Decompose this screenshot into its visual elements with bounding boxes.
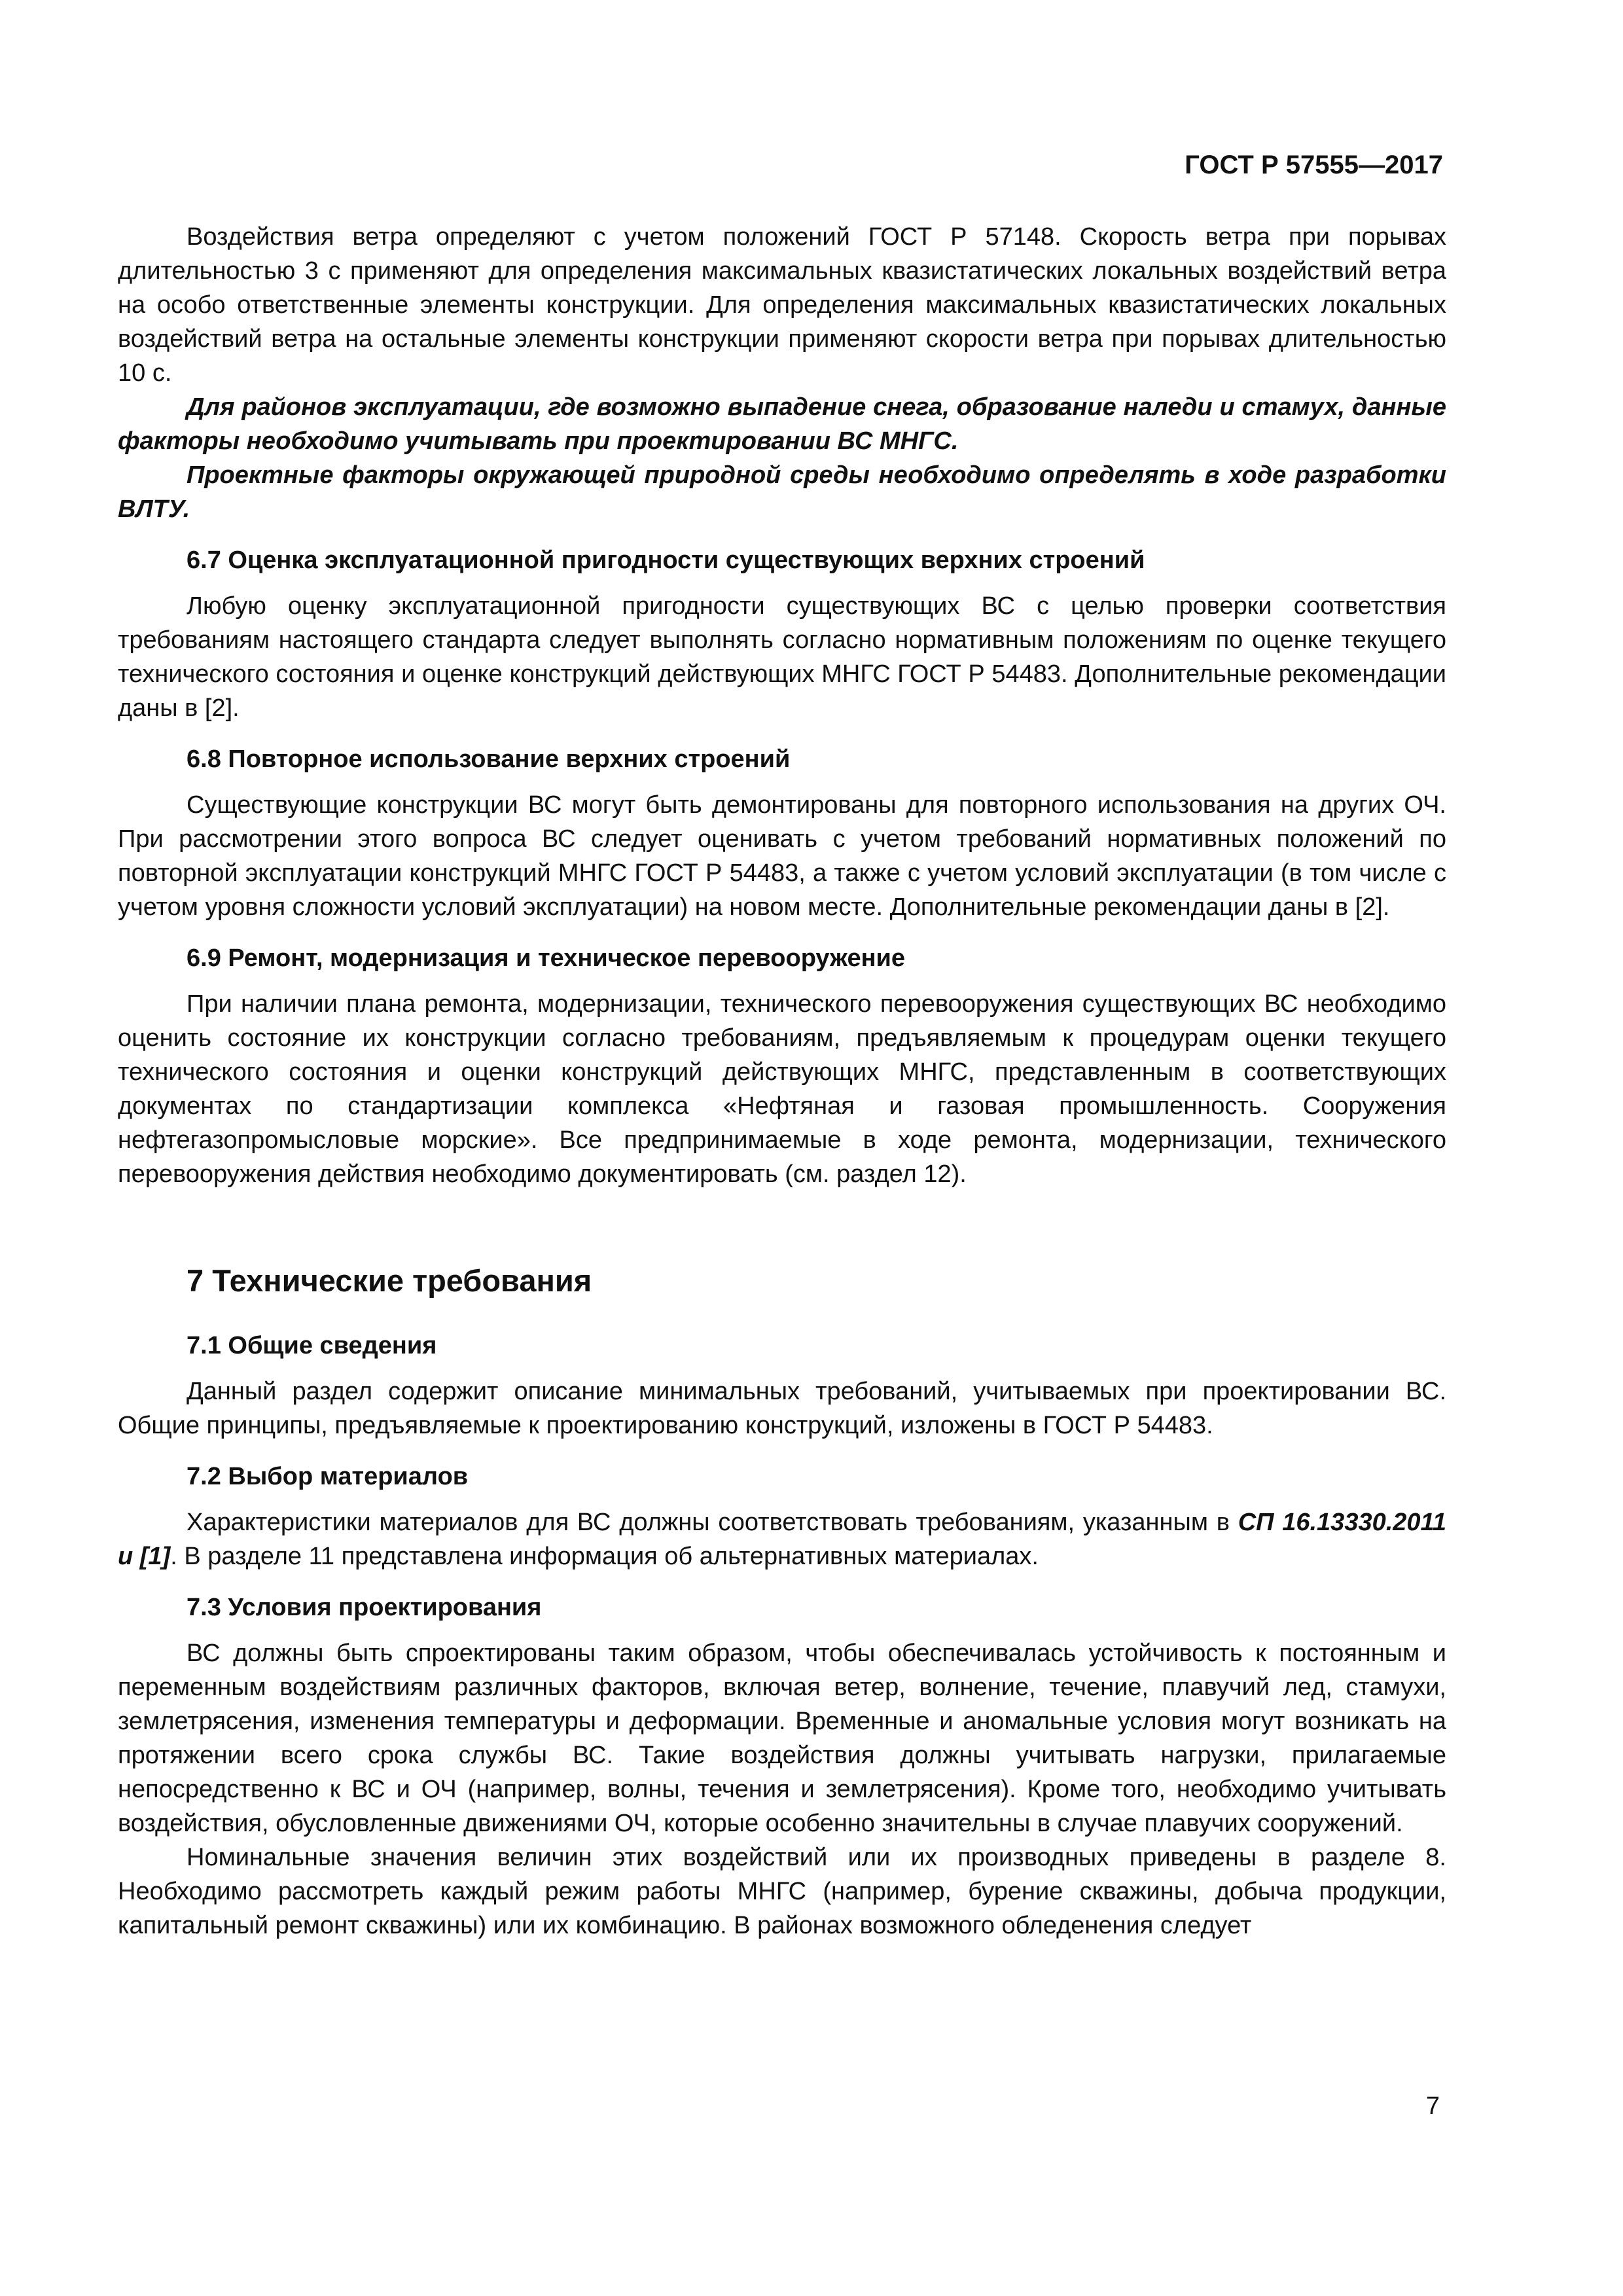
document-code-header: ГОСТ Р 57555—2017 [1185, 151, 1443, 179]
heading-7-3: 7.3 Условия проектирования [187, 1594, 542, 1621]
paragraph-7-3-b: Номинальные значения величин этих воздействий или их производных приведены в разделе 8. Необходимо рассмотреть каждый режим работы МНГС (например, бурение скважины, добыча продукции, капитальный ремонт скважины) или их комбинацию. В районах возможного обледенения следует [118, 1844, 1446, 1939]
paragraph-7-2 [118, 1505, 1446, 1573]
paragraph-7-2-reference: СП 16.13330.2011 и [1] [118, 1509, 1446, 1570]
heading-7-2: 7.2 Выбор материалов [187, 1463, 469, 1490]
paragraph-7-1: Данный раздел содержит описание минимальных требований, учитываемых при проектировании ВС. Общие принципы, предъявляемые к проектированию конструкций, изложены в ГОСТ Р 54483. [118, 1378, 1446, 1439]
heading-section-7: 7 Технические требования [187, 1263, 592, 1298]
paragraph-7-3-a: ВС должны быть спроектированы таким образом, чтобы обеспечивалась устойчивость к постоянным и переменным воздействиям различных факторов, включая ветер, волнение, течение, плавучий лед, стамухи, землетрясения, изменения температуры и деформации. Временные и аномальные условия могут возникать на протяжении всего срока службы ВС. Такие воздействия должны учитывать нагрузки, прилагаемые непосредственно к ВС и ОЧ (например, волны, течения и землетрясения). Кроме того, необходимо учитывать воздействия, обусловленные движениями ОЧ, которые особенно значительны в случае плавучих сооружений. [118, 1640, 1446, 1837]
paragraph-7-2-text-a: Характеристики материалов для ВС должны соответствовать требованиям, указанным в [187, 1509, 1238, 1536]
paragraph-6-9: При наличии плана ремонта, модернизации, технического перевооружения существующих ВС необходимо оценить состояние их конструкции согласно требованиям, предъявляемым к процедурам оценки текущего технического состояния и оценки конструкций действующих МНГС, представленным в соответствующих документах по стандартизации комплекса «Нефтяная и газовая промышленность. Сооружения нефтегазопромысловые морские». Все предпринимаемые в ходе ремонта, модернизации, технического перевооружения действия необходимо документировать (см. раздел 12). [118, 990, 1446, 1188]
page-number: 7 [1425, 2092, 1440, 2120]
heading-6-8: 6.8 Повторное использование верхних строений [187, 745, 791, 773]
heading-6-9: 6.9 Ремонт, модернизация и техническое перевооружение [187, 944, 906, 972]
paragraph-environment-factors: Проектные факторы окружающей природной среды необходимо определять в ходе разработки ВЛТУ. [118, 461, 1446, 523]
document-body [118, 220, 1446, 1943]
heading-6-7: 6.7 Оценка эксплуатационной пригодности существующих верхних строений [187, 547, 1145, 574]
heading-7-1: 7.1 Общие сведения [187, 1332, 437, 1359]
paragraph-6-8: Существующие конструкции ВС могут быть демонтированы для повторного использования на других ОЧ. При рассмотрении этого вопроса ВС следует оценивать с учетом требований нормативных положений по повторной эксплуатации конструкций МНГС ГОСТ Р 54483, а также с учетом условий эксплуатации (в том числе с учетом уровня сложности условий эксплуатации) на новом месте. Дополнительные рекомендации даны в [2]. [118, 791, 1446, 921]
paragraph-wind-effects: Воздействия ветра определяют с учетом положений ГОСТ Р 57148. Скорость ветра при порывах длительностью 3 с применяют для определения максимальных квазистатических локальных воздействий ветра на особо ответственные элементы конструкции. Для определения максимальных квазистатических локальных воздействий ветра на остальные элементы конструкции применяют скорости ветра при порывах длительностью 10 с. [118, 223, 1446, 387]
paragraph-7-2-text-c: . В разделе 11 представлена информация об альтернативных материалах. [170, 1543, 1039, 1570]
paragraph-snow-ice: Для районов эксплуатации, где возможно выпадение снега, образование наледи и стамух, данные факторы необходимо учитывать при проектировании ВС МНГС. [118, 393, 1446, 455]
paragraph-6-7: Любую оценку эксплуатационной пригодности существующих ВС с целью проверки соответствия требованиям настоящего стандарта следует выполнять согласно нормативным положениям по оценке текущего технического состояния и оценке конструкций действующих МНГС ГОСТ Р 54483. Дополнительные рекомендации даны в [2]. [118, 592, 1446, 722]
